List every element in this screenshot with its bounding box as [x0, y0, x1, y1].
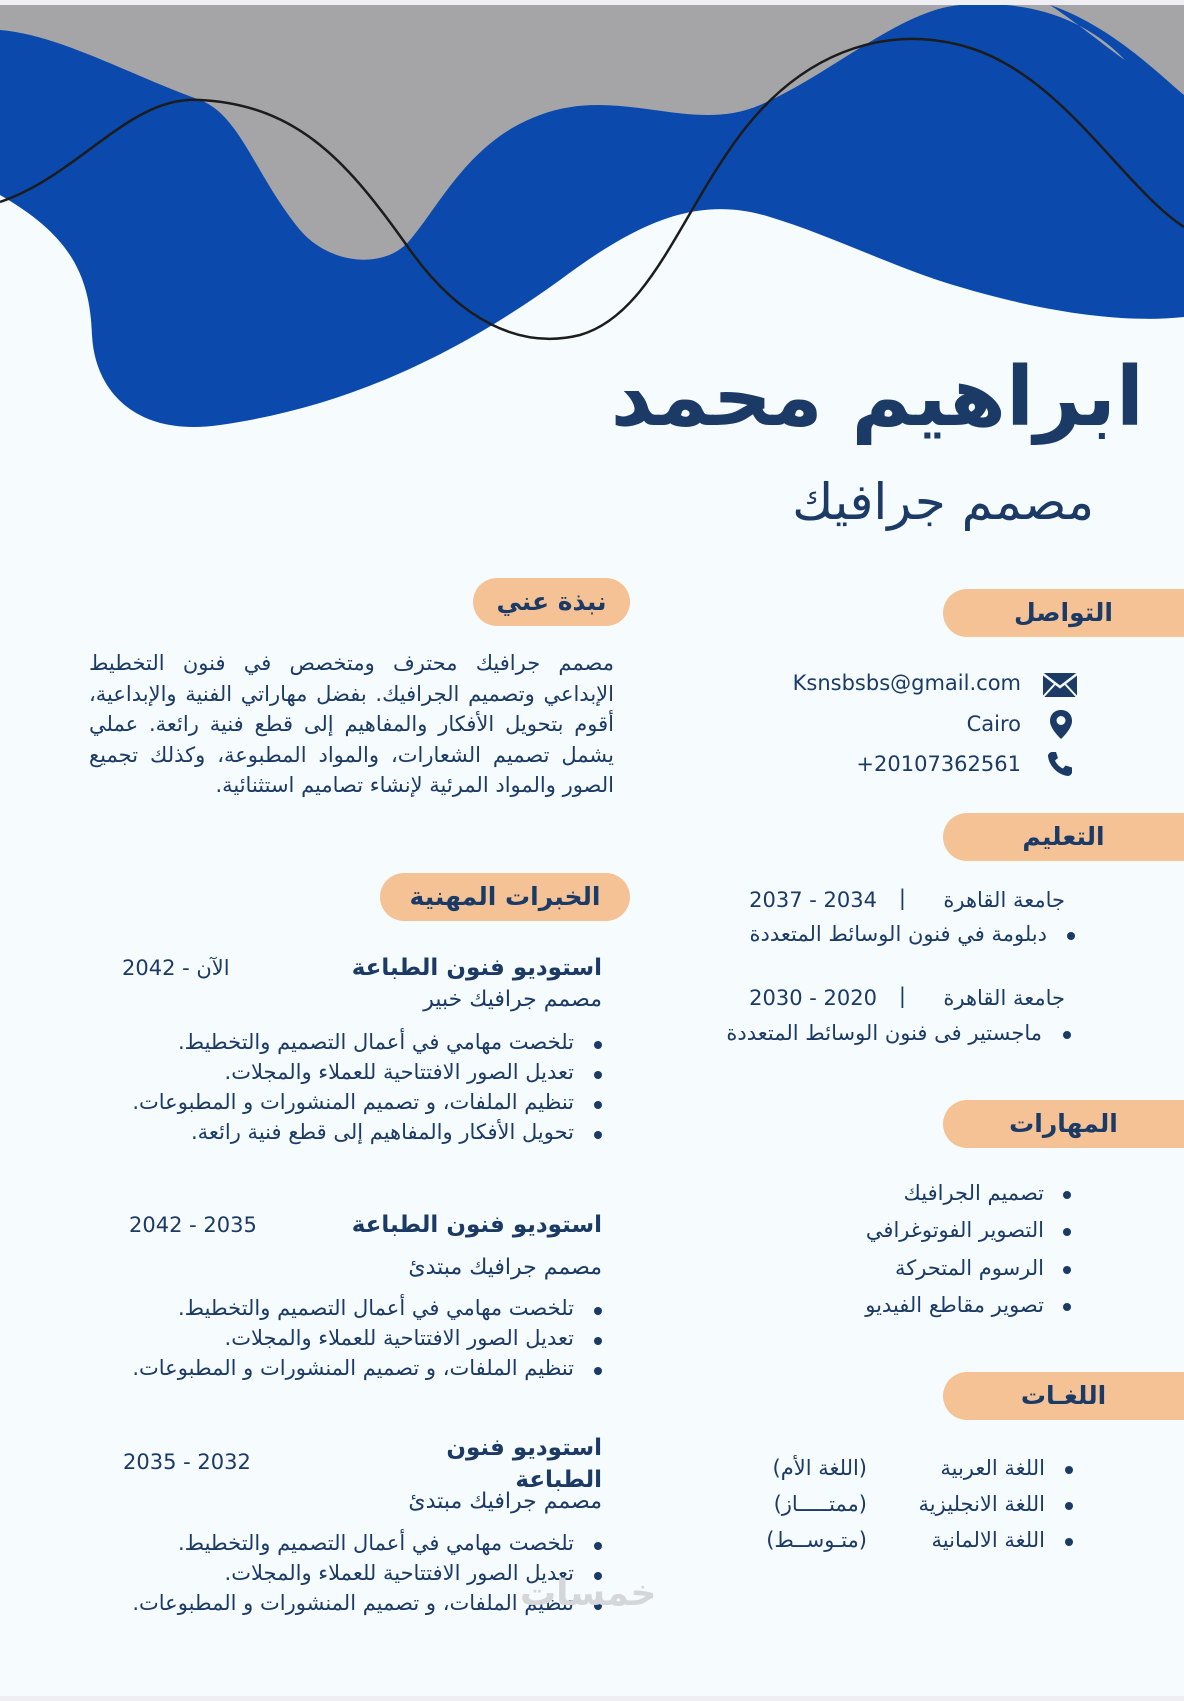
- bullet-dot: [1063, 1266, 1071, 1274]
- language-name: اللغة العربية: [940, 1456, 1045, 1480]
- watermark-logo: خمسات: [520, 1573, 657, 1614]
- job-task: تنظيم الملفات، و تصميم المنشورات و المطبوعات.: [132, 1356, 574, 1380]
- bullet-dot: [1067, 932, 1075, 940]
- job-task: تلخصت مهامي في أعمال التصميم والتخطيط.: [177, 1531, 574, 1555]
- education-school: جامعة القاهرة: [943, 888, 1065, 912]
- education-degree: دبلومة في فنون الوسائط المتعددة: [749, 922, 1047, 946]
- education-years: 2030 - 2020: [749, 986, 877, 1010]
- bullet-dot: [594, 1131, 602, 1139]
- job-task: تلخصت مهامي في أعمال التصميم والتخطيط.: [177, 1296, 574, 1320]
- location-pin-icon: [1046, 708, 1076, 740]
- envelope-icon: [1041, 670, 1079, 700]
- about-heading: نبذة عني: [473, 578, 630, 626]
- bullet-dot: [1063, 1303, 1071, 1311]
- language-level: (ممتـــــاز): [773, 1492, 867, 1516]
- education-degree: ماجستير فى فنون الوسائط المتعددة: [726, 1021, 1042, 1045]
- job-dates: 2042 - 2035: [129, 1213, 257, 1237]
- phone-icon: [1046, 750, 1074, 778]
- bullet-dot: [1063, 1031, 1071, 1039]
- job-dates: 2042 - الآن: [122, 956, 230, 980]
- person-name: ابراهيم محمد: [610, 350, 1144, 445]
- bullet-dot: [1065, 1466, 1073, 1474]
- skill-item: التصوير الفوتوغرافي: [865, 1218, 1044, 1242]
- job-task: تعديل الصور الافتتاحية للعملاء والمجلات.: [224, 1326, 574, 1350]
- education-school: جامعة القاهرة: [943, 986, 1065, 1010]
- skill-item: الرسوم المتحركة: [894, 1256, 1044, 1280]
- contact-email[interactable]: Ksnsbsbs@gmail.com: [792, 671, 1021, 695]
- job-dates: 2035 - 2032: [123, 1450, 251, 1474]
- job-company: استوديو فنون الطباعة: [351, 1212, 602, 1238]
- skill-item: تصوير مقاطع الفيديو: [865, 1293, 1044, 1317]
- contact-phone[interactable]: +20107362561: [856, 752, 1021, 776]
- education-separator: |: [898, 886, 906, 910]
- language-level: (اللغة الأم): [772, 1456, 867, 1480]
- job-role: مصمم جرافيك مبتدئ: [408, 1489, 602, 1514]
- experience-heading: الخبرات المهنية: [380, 873, 630, 921]
- job-company: استوديو فنون الطباعة: [351, 955, 602, 981]
- bullet-dot: [594, 1041, 602, 1049]
- bullet-dot: [594, 1542, 602, 1550]
- skills-heading: المهارات: [943, 1100, 1184, 1148]
- education-years: 2037 - 2034: [749, 888, 877, 912]
- job-task: تحويل الأفكار والمفاهيم إلى قطع فنية رائعة.: [191, 1120, 574, 1144]
- bullet-dot: [1065, 1502, 1073, 1510]
- job-task: تنظيم الملفات، و تصميم المنشورات و المطبوعات.: [132, 1591, 574, 1615]
- bullet-dot: [594, 1307, 602, 1315]
- about-paragraph: مصمم جرافيك محترف ومتخصص في فنون التخطيط الإبداعي وتصميم الجرافيك. بفضل مهاراتي الفنية والإبداعية، أقوم بتحويل الأفكار والمفاهيم إلى قطع فنية رائعة. عملي يشمل تصميم الشعارات، والمواد المطبوعة، وكذلك تجميع الصور والمواد المرئية لإنشاء تصاميم استثنائية.: [89, 651, 614, 797]
- bullet-dot: [1063, 1228, 1071, 1236]
- bullet-dot: [1063, 1191, 1071, 1199]
- language-name: اللغة الانجليزية: [918, 1492, 1045, 1516]
- job-role: مصمم جرافيك مبتدئ: [408, 1255, 602, 1280]
- job-company-line1: استوديو فنون: [446, 1435, 602, 1461]
- bullet-dot: [594, 1367, 602, 1375]
- education-heading: التعليم: [943, 813, 1184, 861]
- job-task: تعديل الصور الافتتاحية للعملاء والمجلات.: [224, 1561, 574, 1585]
- bullet-dot: [1065, 1538, 1073, 1546]
- job-task: تلخصت مهامي في أعمال التصميم والتخطيط.: [177, 1030, 574, 1054]
- resume-page: [0, 5, 1184, 1696]
- job-role: مصمم جرافيك خبير: [423, 987, 602, 1012]
- bullet-dot: [594, 1101, 602, 1109]
- job-task: تنظيم الملفات، و تصميم المنشورات و المطبوعات.: [132, 1090, 574, 1114]
- languages-heading: اللغـات: [943, 1372, 1184, 1420]
- contact-heading: التواصل: [943, 589, 1184, 637]
- bullet-dot: [594, 1071, 602, 1079]
- language-name: اللغة الالمانية: [931, 1528, 1045, 1552]
- skill-item: تصميم الجرافيك: [903, 1181, 1044, 1205]
- language-level: (متـوســط): [766, 1528, 867, 1552]
- contact-city: Cairo: [966, 712, 1021, 736]
- education-separator: |: [898, 984, 906, 1008]
- job-title-heading: مصمم جرافيك: [792, 473, 1094, 531]
- bullet-dot: [594, 1337, 602, 1345]
- job-task: تعديل الصور الافتتاحية للعملاء والمجلات.: [224, 1060, 574, 1084]
- job-company-line2: الطباعة: [515, 1467, 602, 1493]
